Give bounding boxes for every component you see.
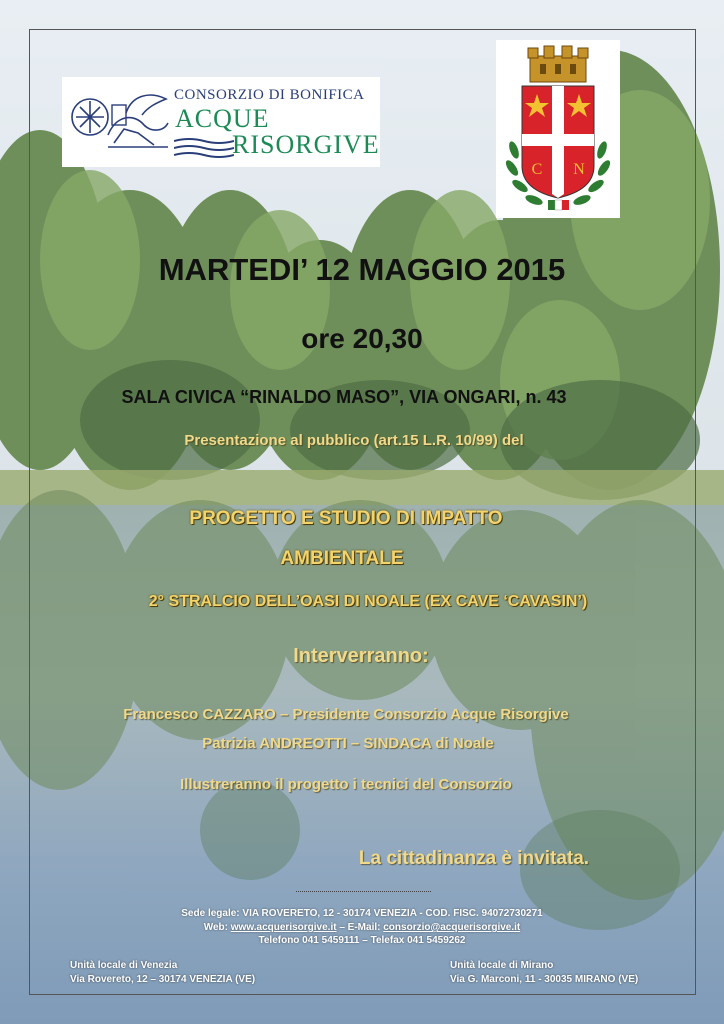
waves-icon <box>174 137 234 159</box>
noale-coat-of-arms <box>496 40 620 218</box>
speaker-andreotti: Patrizia ANDREOTTI – SINDACA di Noale <box>202 735 494 752</box>
footer-phone: Telefono 041 5459111 – Telefax 041 5459262 <box>258 935 466 946</box>
unit-mirano-address: Via G. Marconi, 11 - 30035 MIRANO (VE) <box>450 974 639 985</box>
speaker-cazzaro: Francesco CAZZARO – Presidente Consorzio Acque Risorgive <box>123 706 569 723</box>
logo-line-risorgive: RISORGIVE <box>232 130 380 159</box>
winged-lion-icon <box>68 85 172 161</box>
project-title-line2: AMBIENTALE <box>280 548 404 569</box>
footer-legal: Sede legale: VIA ROVERETO, 12 - 30174 VENEZIA - COD. FISC. 94072730271 <box>181 908 543 919</box>
speakers-heading: Interverranno: <box>293 645 429 667</box>
logo-line-acque: ACQUE <box>175 104 270 133</box>
project-subtitle: 2° STRALCIO DELL’OASI DI NOALE (EX CAVE ‘CAVASIN’) <box>148 593 588 610</box>
crest-letter-n: N <box>573 161 585 178</box>
email-label: – E-Mail: <box>336 922 384 933</box>
event-date: MARTEDI’ 12 MAGGIO 2015 <box>158 252 566 287</box>
unit-venezia <box>70 959 255 987</box>
noale-coat-of-arms-icon <box>496 40 620 218</box>
invitation-text: La cittadinanza è invitata. <box>358 848 590 869</box>
footer-divider <box>296 891 431 892</box>
logo-line-consorzio: CONSORZIO DI BONIFICA <box>174 87 365 103</box>
unit-venezia-address: Via Rovereto, 12 – 30174 VENEZIA (VE) <box>70 974 256 985</box>
event-time: ore 20,30 <box>301 323 423 354</box>
web-label: Web: <box>203 922 231 933</box>
unit-mirano <box>450 959 638 987</box>
event-venue: SALA CIVICA “RINALDO MASO”, VIA ONGARI, n. 43 <box>121 387 567 407</box>
project-title-line1: PROGETTO E STUDIO DI IMPATTO <box>189 508 503 529</box>
footer-web-row <box>0 922 724 933</box>
event-intro: Presentazione al pubblico (art.15 L.R. 10/99) del <box>184 432 524 449</box>
email-link[interactable]: consorzio@acquerisorgive.it <box>383 922 521 933</box>
technicians-note: Illustreranno il progetto i tecnici del Consorzio <box>180 776 512 793</box>
unit-mirano-title: Unità locale di Mirano <box>450 960 554 971</box>
consorzio-logo <box>62 77 380 167</box>
crest-letter-c: C <box>531 161 543 178</box>
unit-venezia-title: Unità locale di Venezia <box>70 960 178 971</box>
website-link[interactable]: www.acquerisorgive.it <box>230 922 337 933</box>
